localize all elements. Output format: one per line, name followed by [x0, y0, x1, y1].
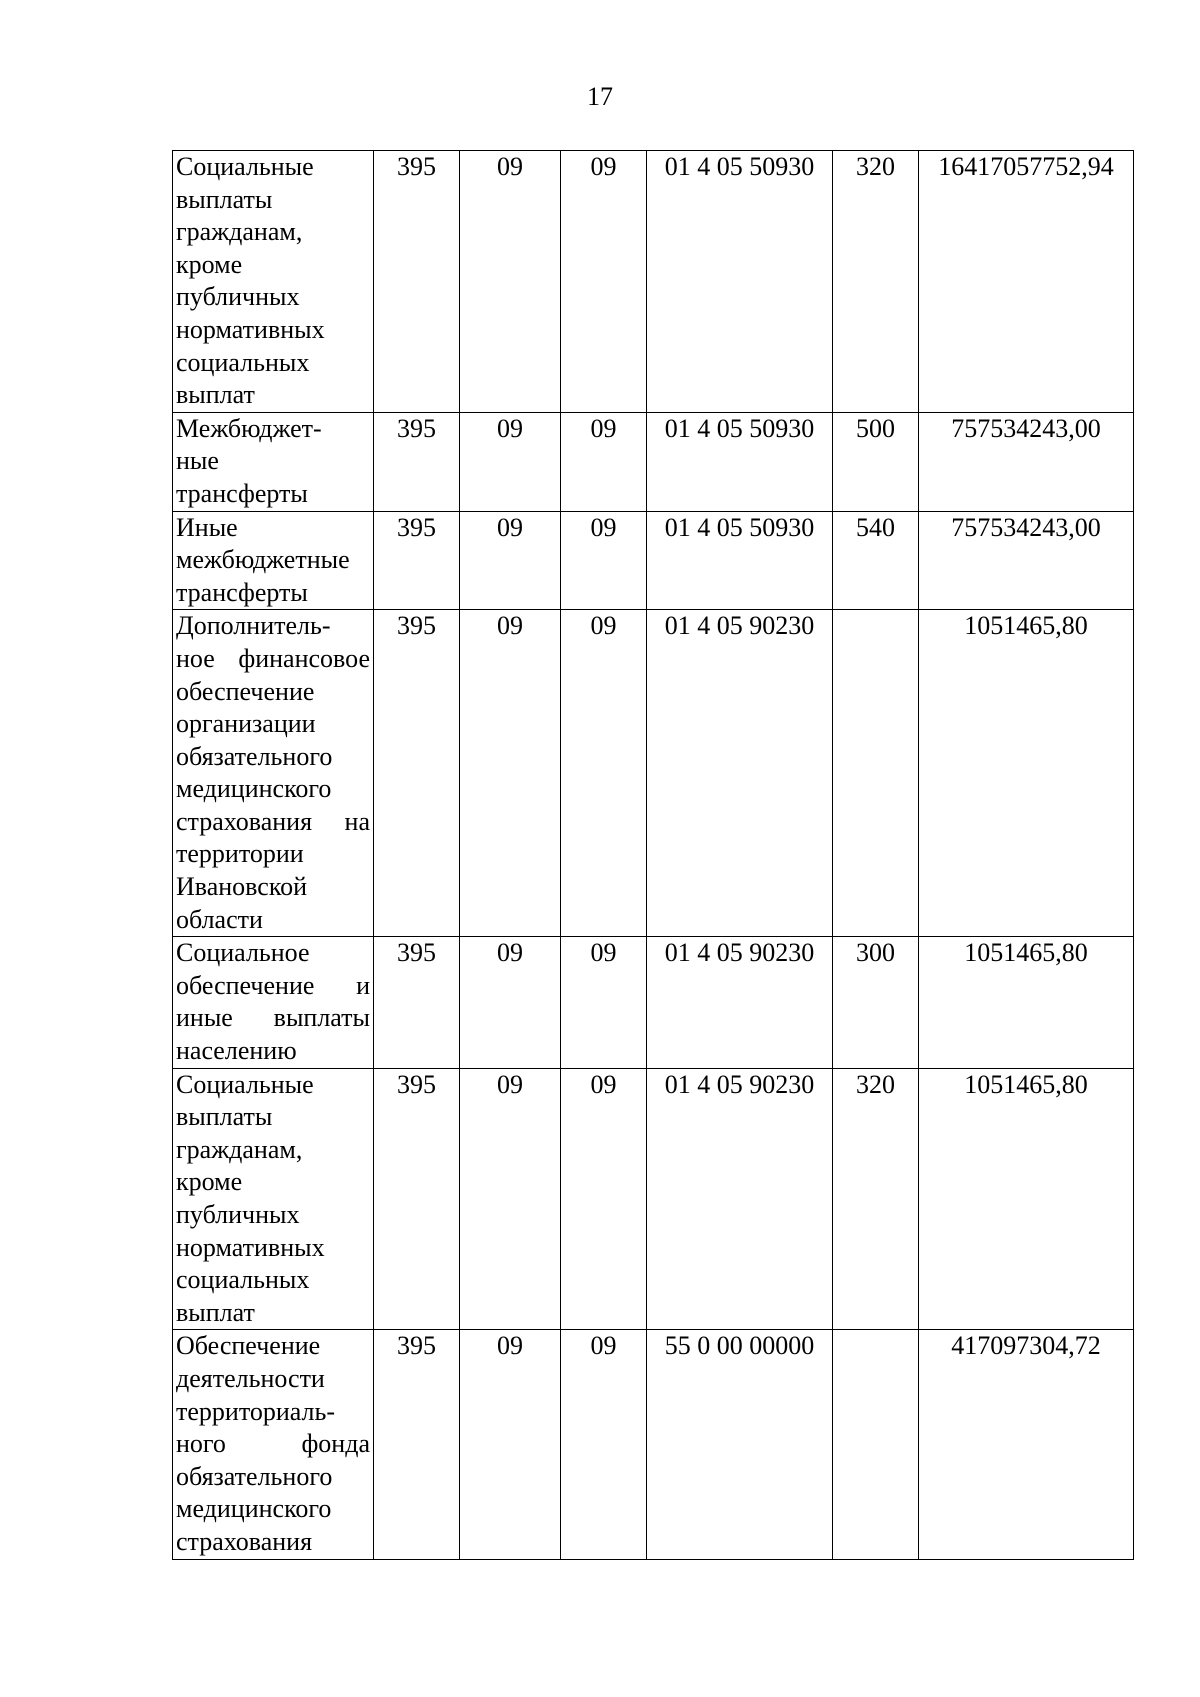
expense-name-line: страхования	[176, 1526, 313, 1556]
expense-name-line: организации	[176, 709, 316, 739]
amount-cell: 757534243,00	[919, 412, 1134, 511]
expense-name-line: обязательного	[176, 1461, 333, 1491]
expense-type-cell	[833, 610, 919, 937]
expense-name-line: медицинского	[176, 1494, 332, 1524]
expense-type-cell: 500	[833, 412, 919, 511]
section-code-cell: 09	[460, 1068, 561, 1330]
expense-name-cell	[173, 1330, 374, 1559]
target-article-cell: 55 0 00 00000	[647, 1330, 833, 1559]
budget-table	[172, 150, 1134, 1560]
section-code-cell: 09	[460, 937, 561, 1068]
table-row	[173, 151, 1134, 413]
expense-name-line: ное финансовое	[176, 643, 370, 673]
expense-name-line: трансферты	[176, 577, 308, 607]
expense-name-line: ные	[176, 446, 219, 476]
subsection-code-cell: 09	[561, 1068, 647, 1330]
grbs-code-cell: 395	[374, 1068, 460, 1330]
expense-name-line: Ивановской	[176, 872, 308, 902]
expense-name-line: населению	[176, 1036, 297, 1066]
expense-name-line: нормативных	[176, 1232, 325, 1262]
expense-name-cell	[173, 1068, 374, 1330]
expense-name-line: Межбюджет-	[176, 413, 322, 443]
expense-name-line: межбюджетные	[176, 545, 350, 575]
subsection-code-cell: 09	[561, 610, 647, 937]
expense-name-line: публичных	[176, 282, 300, 312]
expense-name-line: территории	[176, 839, 304, 869]
table-row	[173, 412, 1134, 511]
target-article-cell: 01 4 05 90230	[647, 937, 833, 1068]
grbs-code-cell: 395	[374, 937, 460, 1068]
amount-cell: 757534243,00	[919, 511, 1134, 610]
expense-name-line: социальных	[176, 1265, 310, 1295]
amount-cell: 1051465,80	[919, 1068, 1134, 1330]
expense-name-cell	[173, 937, 374, 1068]
expense-name-line: кроме	[176, 249, 243, 279]
subsection-code-cell: 09	[561, 151, 647, 413]
expense-name-line: выплаты	[176, 184, 273, 214]
amount-cell: 417097304,72	[919, 1330, 1134, 1559]
expense-name-line: публичных	[176, 1200, 300, 1229]
expense-name-line: гражданам,	[176, 1134, 303, 1164]
expense-name-line: медицинского	[176, 774, 332, 804]
expense-name-line: страхования на	[176, 806, 370, 836]
subsection-code-cell: 09	[561, 1330, 647, 1559]
expense-name-line: Обеспечение	[176, 1331, 321, 1361]
expense-name-line: обеспечение	[176, 676, 315, 706]
table-row	[173, 1068, 1134, 1330]
expense-name-line: Социальные	[176, 1069, 314, 1099]
expense-name-cell	[173, 151, 374, 413]
expense-name-line: деятельности	[176, 1363, 325, 1393]
expense-name-line: гражданам,	[176, 217, 303, 247]
target-article-cell: 01 4 05 90230	[647, 610, 833, 937]
expense-name-line: Социальные	[176, 152, 314, 181]
expense-name-cell	[173, 610, 374, 937]
expense-name-line: Иные	[176, 512, 238, 542]
grbs-code-cell: 395	[374, 1330, 460, 1559]
section-code-cell: 09	[460, 1330, 561, 1559]
subsection-code-cell: 09	[561, 511, 647, 610]
expense-name-line: территориаль-	[176, 1396, 336, 1426]
grbs-code-cell: 395	[374, 610, 460, 937]
amount-cell: 16417057752,94	[919, 151, 1134, 413]
expense-name-line: обеспечение и	[176, 970, 370, 1000]
table-row	[173, 937, 1134, 1068]
expense-name-line: трансферты	[176, 478, 308, 508]
grbs-code-cell: 395	[374, 412, 460, 511]
expense-name-cell	[173, 511, 374, 610]
expense-name-cell	[173, 412, 374, 511]
expense-type-cell: 300	[833, 937, 919, 1068]
expense-type-cell: 540	[833, 511, 919, 610]
section-code-cell: 09	[460, 610, 561, 937]
expense-name-line: Дополнитель-	[176, 611, 331, 641]
target-article-cell: 01 4 05 50930	[647, 151, 833, 413]
expense-name-line: выплат	[176, 1297, 255, 1327]
section-code-cell: 09	[460, 511, 561, 610]
expense-name-line: выплаты	[176, 1102, 273, 1132]
section-code-cell: 09	[460, 151, 561, 413]
expense-name-line: обязательного	[176, 741, 333, 771]
grbs-code-cell: 395	[374, 151, 460, 413]
target-article-cell: 01 4 05 50930	[647, 412, 833, 511]
table-row	[173, 511, 1134, 610]
page-number: 17	[587, 82, 613, 111]
expense-name-line: социальных	[176, 347, 310, 377]
expense-name-line: Социальное	[176, 938, 310, 968]
section-code-cell: 09	[460, 412, 561, 511]
expense-name-line: ного фонда	[176, 1429, 370, 1459]
target-article-cell: 01 4 05 90230	[647, 1068, 833, 1330]
budget-table-body	[173, 151, 1134, 1560]
amount-cell: 1051465,80	[919, 610, 1134, 937]
expense-type-cell	[833, 1330, 919, 1559]
expense-name-line: кроме	[176, 1167, 243, 1197]
table-row	[173, 1330, 1134, 1559]
subsection-code-cell: 09	[561, 937, 647, 1068]
amount-cell: 1051465,80	[919, 937, 1134, 1068]
expense-type-cell: 320	[833, 1068, 919, 1330]
table-row	[173, 610, 1134, 937]
expense-name-line: нормативных	[176, 314, 325, 344]
target-article-cell: 01 4 05 50930	[647, 511, 833, 610]
expense-type-cell: 320	[833, 151, 919, 413]
expense-name-line: иные выплаты	[176, 1003, 370, 1033]
expense-name-line: области	[176, 904, 263, 934]
subsection-code-cell: 09	[561, 412, 647, 511]
grbs-code-cell: 395	[374, 511, 460, 610]
expense-name-line: выплат	[176, 380, 255, 410]
